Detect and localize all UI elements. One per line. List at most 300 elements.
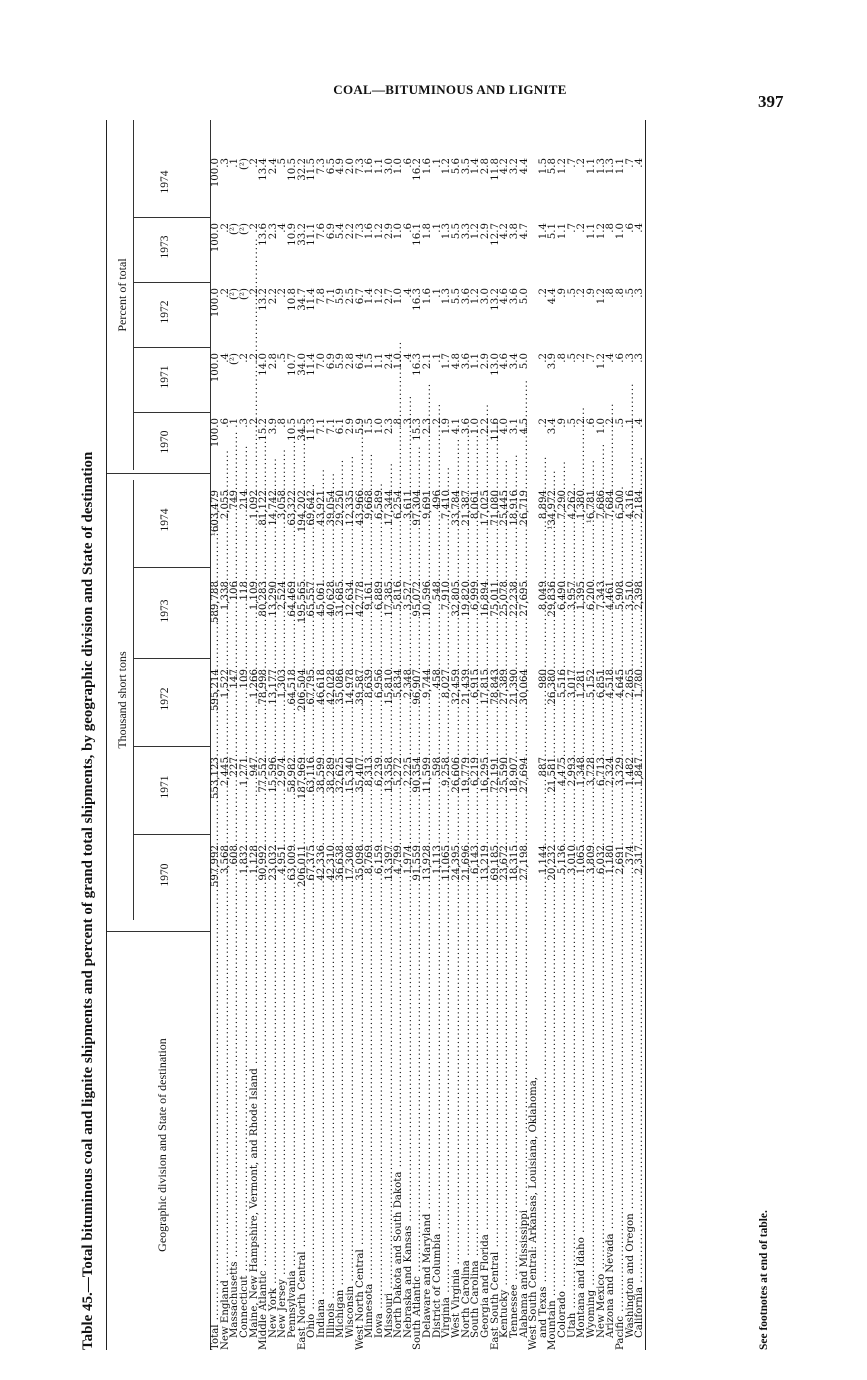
percent-cell: 16.3: [412, 288, 424, 311]
percent-cell: .2: [576, 418, 588, 428]
percent-cell: .8: [614, 288, 626, 298]
percent-cell: 2.3: [267, 223, 279, 240]
row-label: West North Central .....: [356, 940, 366, 1350]
year-header-tons: 1973: [159, 599, 171, 623]
percent-cell: .2: [248, 158, 260, 168]
percent-cell: 1.4: [470, 158, 482, 175]
tons-cell: 6,999: [470, 581, 482, 611]
running-title: COAL—BITUMINOUS AND LIGNITE: [333, 82, 567, 97]
percent-cell: 1.5: [364, 353, 376, 370]
percent-cell: 13.6: [258, 223, 270, 246]
row-label: Maine, New Hampshire, Vermont, and Rhode Island .....: [250, 928, 260, 1350]
row-label: Indiana .....: [317, 928, 327, 1350]
column-divider: [133, 347, 211, 348]
tons-cell: 3,527: [402, 581, 414, 611]
tons-cell: 67,375: [306, 845, 318, 881]
percent-cell: .6: [402, 158, 414, 168]
tons-cell: 1,092: [248, 490, 260, 520]
percent-cell: 10.5: [287, 418, 299, 441]
percent-cell: 1.3: [605, 158, 617, 175]
percent-cell: 5.9: [335, 353, 347, 370]
tons-cell: 8,061: [470, 490, 482, 520]
year-header-tons: 1972: [159, 687, 171, 711]
row-label: Nebraska and Kansas .....: [404, 928, 414, 1350]
percent-cell: 1.0: [373, 418, 385, 435]
percent-cell: 3.2: [508, 158, 520, 175]
tons-cell: 1,144: [537, 845, 549, 875]
tons-cell: 42,336: [316, 845, 328, 881]
percent-cell: .1: [431, 288, 443, 298]
tons-cell: 3,728: [585, 757, 597, 787]
percent-cell: 16.1: [412, 223, 424, 246]
tons-cell: 33,784: [451, 490, 463, 526]
percent-cell: 5.0: [518, 288, 530, 305]
row-label: Wisconsin .....: [346, 928, 356, 1350]
percent-cell: .2: [248, 288, 260, 298]
tons-cell: 6,956: [373, 669, 385, 699]
percent-cell: .5: [566, 418, 578, 428]
tons-cell: 2,865: [624, 669, 636, 699]
percent-cell: .2: [248, 353, 260, 363]
tons-cell: 2,225: [402, 757, 414, 787]
tons-cell: 24,395: [451, 845, 463, 881]
percent-cell: 1.1: [585, 223, 597, 240]
tons-cell: 4,461: [605, 581, 617, 611]
tons-cell: 4,645: [614, 669, 626, 699]
tons-cell: 6,851: [595, 669, 607, 699]
percent-cell: .8: [605, 223, 617, 233]
tons-cell: 6,254: [393, 490, 405, 520]
row-label: North Carolina .....: [462, 928, 472, 1350]
tons-cell: 6,915: [470, 669, 482, 699]
tons-cell: 26,606: [451, 757, 463, 793]
tons-cell: 8,894: [537, 490, 549, 520]
tons-cell: 1,109: [248, 581, 260, 611]
tons-cell: 23,672: [499, 845, 511, 881]
tons-cell: 21,390: [508, 669, 520, 705]
tons-cell: 1,338: [219, 581, 231, 611]
tons-cell: 90,354: [412, 757, 424, 793]
percent-cell: 4.5: [518, 418, 530, 435]
tons-cell: 81,122: [258, 490, 270, 526]
percent-cell: 3.9: [267, 418, 279, 435]
percent-cell: 1.1: [585, 158, 597, 175]
percent-cell: 5.0: [518, 353, 530, 370]
tons-cell: 187,969: [296, 757, 308, 800]
row-label: Middle Atlantic .....: [259, 940, 269, 1350]
tons-cell: 6,143: [470, 845, 482, 875]
tons-cell: 30,064: [518, 669, 530, 705]
percent-cell: 2.4: [383, 353, 395, 370]
percent-cell: 2.2: [267, 288, 279, 305]
row-label: New York .....: [269, 928, 279, 1350]
tons-cell: 374: [624, 845, 636, 865]
tons-cell: 13,290: [267, 581, 279, 617]
percent-cell: 6.9: [325, 223, 337, 240]
tons-cell: 9,161: [364, 581, 376, 611]
percent-cell: 5.6: [451, 158, 463, 175]
tons-cell: 58,982: [287, 757, 299, 793]
percent-cell: 1.5: [364, 418, 376, 435]
tons-cell: 6,713: [595, 757, 607, 787]
tons-cell: 43,921: [316, 490, 328, 526]
percent-cell: 7.3: [354, 223, 366, 240]
percent-cell: 2.8: [267, 353, 279, 370]
percent-cell: .2: [431, 418, 443, 428]
percent-cell: .6: [402, 223, 414, 233]
percent-cell: .4: [634, 223, 646, 233]
row-label: Minnesota .....: [365, 928, 375, 1350]
row-label: West South Central: Arkansas, Louisiana, Oklahoma,: [528, 1076, 540, 1350]
percent-cell: 1.2: [595, 223, 607, 240]
tons-cell: 887: [537, 757, 549, 777]
tons-cell: 13,177: [267, 669, 279, 705]
percent-cell: 4.1: [451, 418, 463, 435]
percent-cell: 2.8: [344, 353, 356, 370]
row-label: Michigan .....: [336, 928, 346, 1350]
row-label: North Dakota and South Dakota .....: [394, 928, 404, 1350]
row-label: New Jersey .....: [278, 928, 288, 1350]
percent-cell: 11.4: [306, 288, 318, 311]
row-label: Illinois .....: [327, 928, 337, 1350]
tons-cell: 5,272: [393, 757, 405, 787]
tons-cell: 3,058: [277, 490, 289, 520]
percent-cell: 100.0: [210, 353, 221, 383]
percent-cell: 1.2: [441, 158, 453, 175]
percent-cell: .8: [557, 353, 569, 363]
percent-cell: 3.6: [460, 418, 472, 435]
row-label: South Carolina .....: [471, 928, 481, 1350]
tons-cell: 2,974: [277, 757, 289, 787]
tons-cell: 21,581: [547, 757, 559, 793]
row-label: District of Columbia .....: [433, 928, 443, 1350]
percent-cell: 10.5: [287, 158, 299, 181]
tons-cell: 7,910: [441, 581, 453, 611]
tons-cell: 18,315: [508, 845, 520, 881]
tons-cell: 25,078: [499, 581, 511, 617]
percent-cell: (²): [238, 223, 250, 236]
percent-cell: .1: [229, 158, 241, 168]
row-label: Ohio .....: [307, 928, 317, 1350]
percent-cell: 3.3: [460, 223, 472, 240]
percent-cell: .6: [624, 223, 636, 233]
tons-cell: 553,123: [210, 757, 221, 800]
percent-cell: .4: [402, 288, 414, 298]
row-label: Tennessee .....: [510, 928, 520, 1350]
percent-cell: .2: [605, 418, 617, 428]
tons-cell: ¹6,781: [585, 490, 597, 524]
percent-cell: 1.1: [557, 223, 569, 240]
percent-cell: .2: [576, 223, 588, 233]
percent-cell: 33.2: [296, 223, 308, 246]
column-divider: [107, 931, 211, 932]
percent-cell: 16.2: [412, 158, 424, 181]
percent-cell: 11.3: [306, 418, 318, 441]
percent-cell: 7.3: [316, 158, 328, 175]
percent-cell: .9: [585, 288, 597, 298]
tons-cell: 32,625: [335, 757, 347, 793]
percent-cell: 7.1: [325, 288, 337, 305]
percent-cell: (²): [229, 353, 241, 366]
tons-cell: 195,565: [296, 581, 308, 624]
tons-cell: 3,510: [624, 581, 636, 611]
percent-cell: 1.2: [470, 223, 482, 240]
percent-cell: 1.4: [364, 288, 376, 305]
tons-cell: 7,343: [595, 581, 607, 611]
row-label: and Texas .....: [539, 928, 549, 1350]
row-label: Virginia .....: [442, 928, 452, 1350]
percent-cell: 13.4: [258, 158, 270, 181]
percent-cell: 5.9: [335, 288, 347, 305]
tons-cell: 496: [431, 490, 443, 510]
row-label: Montana and Idaho .....: [577, 928, 587, 1350]
tons-cell: 8,313: [364, 757, 376, 787]
tons-cell: 42,310: [325, 845, 337, 881]
tons-cell: 32,459: [451, 669, 463, 705]
tons-cell: 75,011: [489, 581, 501, 617]
tons-cell: 2,348: [402, 669, 414, 699]
percent-cell: 11.6: [489, 418, 501, 441]
row-label: East South Central .....: [491, 940, 501, 1350]
percent-cell: 1.3: [441, 288, 453, 305]
tons-cell: 8,769: [364, 845, 376, 875]
percent-cell: 3.0: [383, 158, 395, 175]
percent-cell: 2.2: [479, 418, 491, 435]
tons-cell: 80,283: [258, 581, 270, 617]
tons-cell: 26,719: [518, 490, 530, 526]
tons-cell: 27,389: [499, 669, 511, 705]
percent-cell: 2.9: [344, 418, 356, 435]
percent-cell: 4.9: [335, 158, 347, 175]
tons-cell: 18,907: [508, 757, 520, 793]
tons-cell: 1,348: [576, 757, 588, 787]
tons-cell: 106: [229, 581, 241, 601]
percent-cell: 15.3: [412, 418, 424, 441]
tons-cell: 35,086: [335, 669, 347, 705]
percent-cell: .5: [566, 353, 578, 363]
tons-cell: 29,250: [335, 490, 347, 526]
percent-cell: .5: [566, 288, 578, 298]
percent-cell: 4.8: [451, 353, 463, 370]
tons-cell: 38,599: [316, 757, 328, 793]
row-label: Arizona and Nevada .....: [606, 928, 616, 1350]
percent-cell: .8: [393, 418, 405, 428]
tons-cell: 19,820: [460, 581, 472, 617]
percent-cell: 3.9: [547, 353, 559, 370]
tons-cell: 9,744: [422, 669, 434, 699]
tons-cell: 45,061: [316, 581, 328, 617]
year-header-pct: 1972: [159, 300, 171, 324]
tons-cell: 21,439: [460, 669, 472, 705]
percent-cell: 6.1: [335, 418, 347, 435]
tons-cell: 6,490: [557, 581, 569, 611]
tons-cell: 458: [431, 669, 443, 689]
percent-cell: 7.1: [325, 418, 337, 435]
tons-cell: 7,290: [557, 490, 569, 520]
percent-cell: .5: [614, 418, 626, 428]
percent-cell: .2: [219, 288, 231, 298]
tons-cell: 1,271: [238, 757, 250, 787]
tons-cell: 1,780: [634, 669, 646, 699]
tons-cell: 980: [537, 669, 549, 689]
percent-cell: 5.5: [451, 223, 463, 240]
year-header-pct: 1970: [159, 430, 171, 454]
tons-cell: 2,524: [277, 581, 289, 611]
percent-cell: 5.4: [335, 223, 347, 240]
tons-cell: 23,032: [267, 845, 279, 881]
percent-cell: 2.7: [383, 288, 395, 305]
tons-cell: 12,634: [344, 581, 356, 617]
tons-cell: 17,385: [383, 581, 395, 617]
percent-cell: 5.1: [547, 223, 559, 240]
percent-cell: 13.2: [258, 288, 270, 311]
tons-cell: 77,552: [258, 757, 270, 793]
percent-cell: .1: [431, 158, 443, 168]
tons-cell: 4,475: [557, 757, 569, 787]
tons-cell: 2,055: [219, 490, 231, 520]
percent-cell: 10.8: [287, 288, 299, 311]
row-label: Colorado .....: [558, 928, 568, 1350]
tons-cell: 39,587: [354, 669, 366, 705]
tons-cell: 8,027: [441, 669, 453, 699]
percent-cell: .4: [219, 353, 231, 363]
percent-cell: .2: [277, 288, 289, 298]
tons-cell: 40,628: [325, 581, 337, 617]
percent-cell: 2.9: [383, 223, 395, 240]
percent-cell: (²): [229, 288, 241, 301]
tons-cell: 214: [238, 490, 250, 510]
row-label: New England .....: [221, 940, 231, 1350]
tons-cell: 3,809: [585, 845, 597, 875]
tons-cell: 1,380: [576, 490, 588, 520]
row-label: Total .....: [211, 940, 221, 1350]
tons-cell: 9,668: [364, 490, 376, 520]
year-header-tons: 1974: [159, 508, 171, 532]
tons-cell: 69,642: [306, 490, 318, 526]
tons-cell: 227: [229, 757, 241, 777]
tons-cell: 96,907: [412, 669, 424, 705]
tons-cell: 5,834: [393, 669, 405, 699]
column-divider: [133, 282, 211, 283]
tons-cell: 18,916: [508, 490, 520, 526]
percent-cell: .2: [576, 353, 588, 363]
tons-cell: 4,951: [277, 845, 289, 875]
percent-cell: 1.3: [441, 223, 453, 240]
percent-cell: 3.8: [508, 223, 520, 240]
percent-cell: 1.0: [470, 418, 482, 435]
percent-cell: 2.8: [479, 158, 491, 175]
percent-cell: (²): [238, 158, 250, 171]
tons-cell: 1,832: [238, 845, 250, 875]
tons-cell: 118: [238, 581, 250, 601]
percent-cell: .6: [585, 418, 597, 428]
tons-cell: 1,113: [431, 845, 443, 875]
percent-cell: 6.5: [325, 158, 337, 175]
tons-cell: 2,993: [566, 757, 578, 787]
tons-cell: ¹34,972: [547, 490, 559, 530]
percent-cell: 11.8: [489, 158, 501, 181]
row-label: New Mexico .....: [597, 928, 607, 1350]
percent-cell: 1.4: [537, 223, 549, 240]
tons-cell: 42,778: [354, 581, 366, 617]
tons-cell: 14,978: [344, 669, 356, 705]
tons-cell: 5,152: [585, 669, 597, 699]
percent-cell: 1.0: [614, 223, 626, 240]
percent-cell: 1.0: [595, 418, 607, 435]
percent-cell: .2: [219, 223, 231, 233]
percent-cell: 2.4: [267, 158, 279, 175]
percent-cell: 1.2: [470, 288, 482, 305]
column-divider: [133, 746, 211, 747]
tons-cell: 5,816: [393, 581, 405, 611]
percent-cell: .7: [585, 353, 597, 363]
tons-cell: 15,810: [383, 669, 395, 705]
tons-cell: 6,159: [373, 845, 385, 875]
table-header: [107, 120, 211, 1350]
page-number: 397: [758, 92, 784, 111]
tons-cell: 17,344: [383, 490, 395, 526]
tons-cell: 35,407: [354, 757, 366, 793]
percent-cell: 1.1: [614, 158, 626, 175]
percent-cell: 10.9: [287, 223, 299, 246]
percent-cell: .2: [238, 353, 250, 363]
tons-cell: 8,049: [537, 581, 549, 611]
tons-cell: 9,691: [422, 490, 434, 520]
percent-cell: 2.3: [383, 418, 395, 435]
percent-cell: .1: [624, 418, 636, 428]
percent-cell: .3: [634, 353, 646, 363]
percent-cell: 1.6: [422, 158, 434, 175]
row-label: Wyoming .....: [587, 928, 597, 1350]
tons-cell: 206,504: [296, 669, 308, 712]
percent-cell: 15.2: [258, 418, 270, 441]
percent-cell: 6.7: [354, 288, 366, 305]
tons-cell: 4,518: [605, 669, 617, 699]
tons-cell: 65,557: [306, 581, 318, 617]
row-label: Georgia and Florida .....: [481, 928, 491, 1350]
tons-cell: 15,596: [267, 757, 279, 793]
tons-cell: 27,198: [518, 845, 530, 881]
tons-cell: 6,239: [373, 757, 385, 787]
tons-cell: 78,998: [258, 669, 270, 705]
percent-cell: .3: [219, 158, 231, 168]
tons-cell: 14,742: [267, 490, 279, 526]
percent-cell: 1.1: [373, 353, 385, 370]
percent-cell: 2.2: [344, 223, 356, 240]
tons-cell: 2,691: [614, 845, 626, 875]
percent-cell: 13.0: [489, 353, 501, 376]
percent-cell: 4.4: [547, 288, 559, 305]
percent-cell: (²): [238, 288, 250, 301]
tons-cell: 147: [229, 669, 241, 689]
percent-cell: 2.9: [479, 223, 491, 240]
tons-cell: 7,684: [605, 490, 617, 520]
percent-cell: .1: [229, 418, 241, 428]
year-header-pct: 1971: [159, 365, 171, 389]
percent-cell: 4.6: [499, 288, 511, 305]
tons-cell: ¹603,479: [210, 490, 221, 537]
percent-cell: 3.1: [508, 418, 520, 435]
tons-cell: 3,611: [402, 490, 414, 520]
percent-cell: 3.6: [508, 288, 520, 305]
tons-cell: 11,065: [441, 845, 453, 881]
tons-cell: 17,308: [344, 845, 356, 881]
percent-cell: 6.9: [325, 353, 337, 370]
percent-cell: 16.3: [412, 353, 424, 376]
year-header-pct: 1973: [159, 235, 171, 259]
percent-cell: 7.1: [316, 418, 328, 435]
tons-cell: 10,596: [422, 581, 434, 617]
